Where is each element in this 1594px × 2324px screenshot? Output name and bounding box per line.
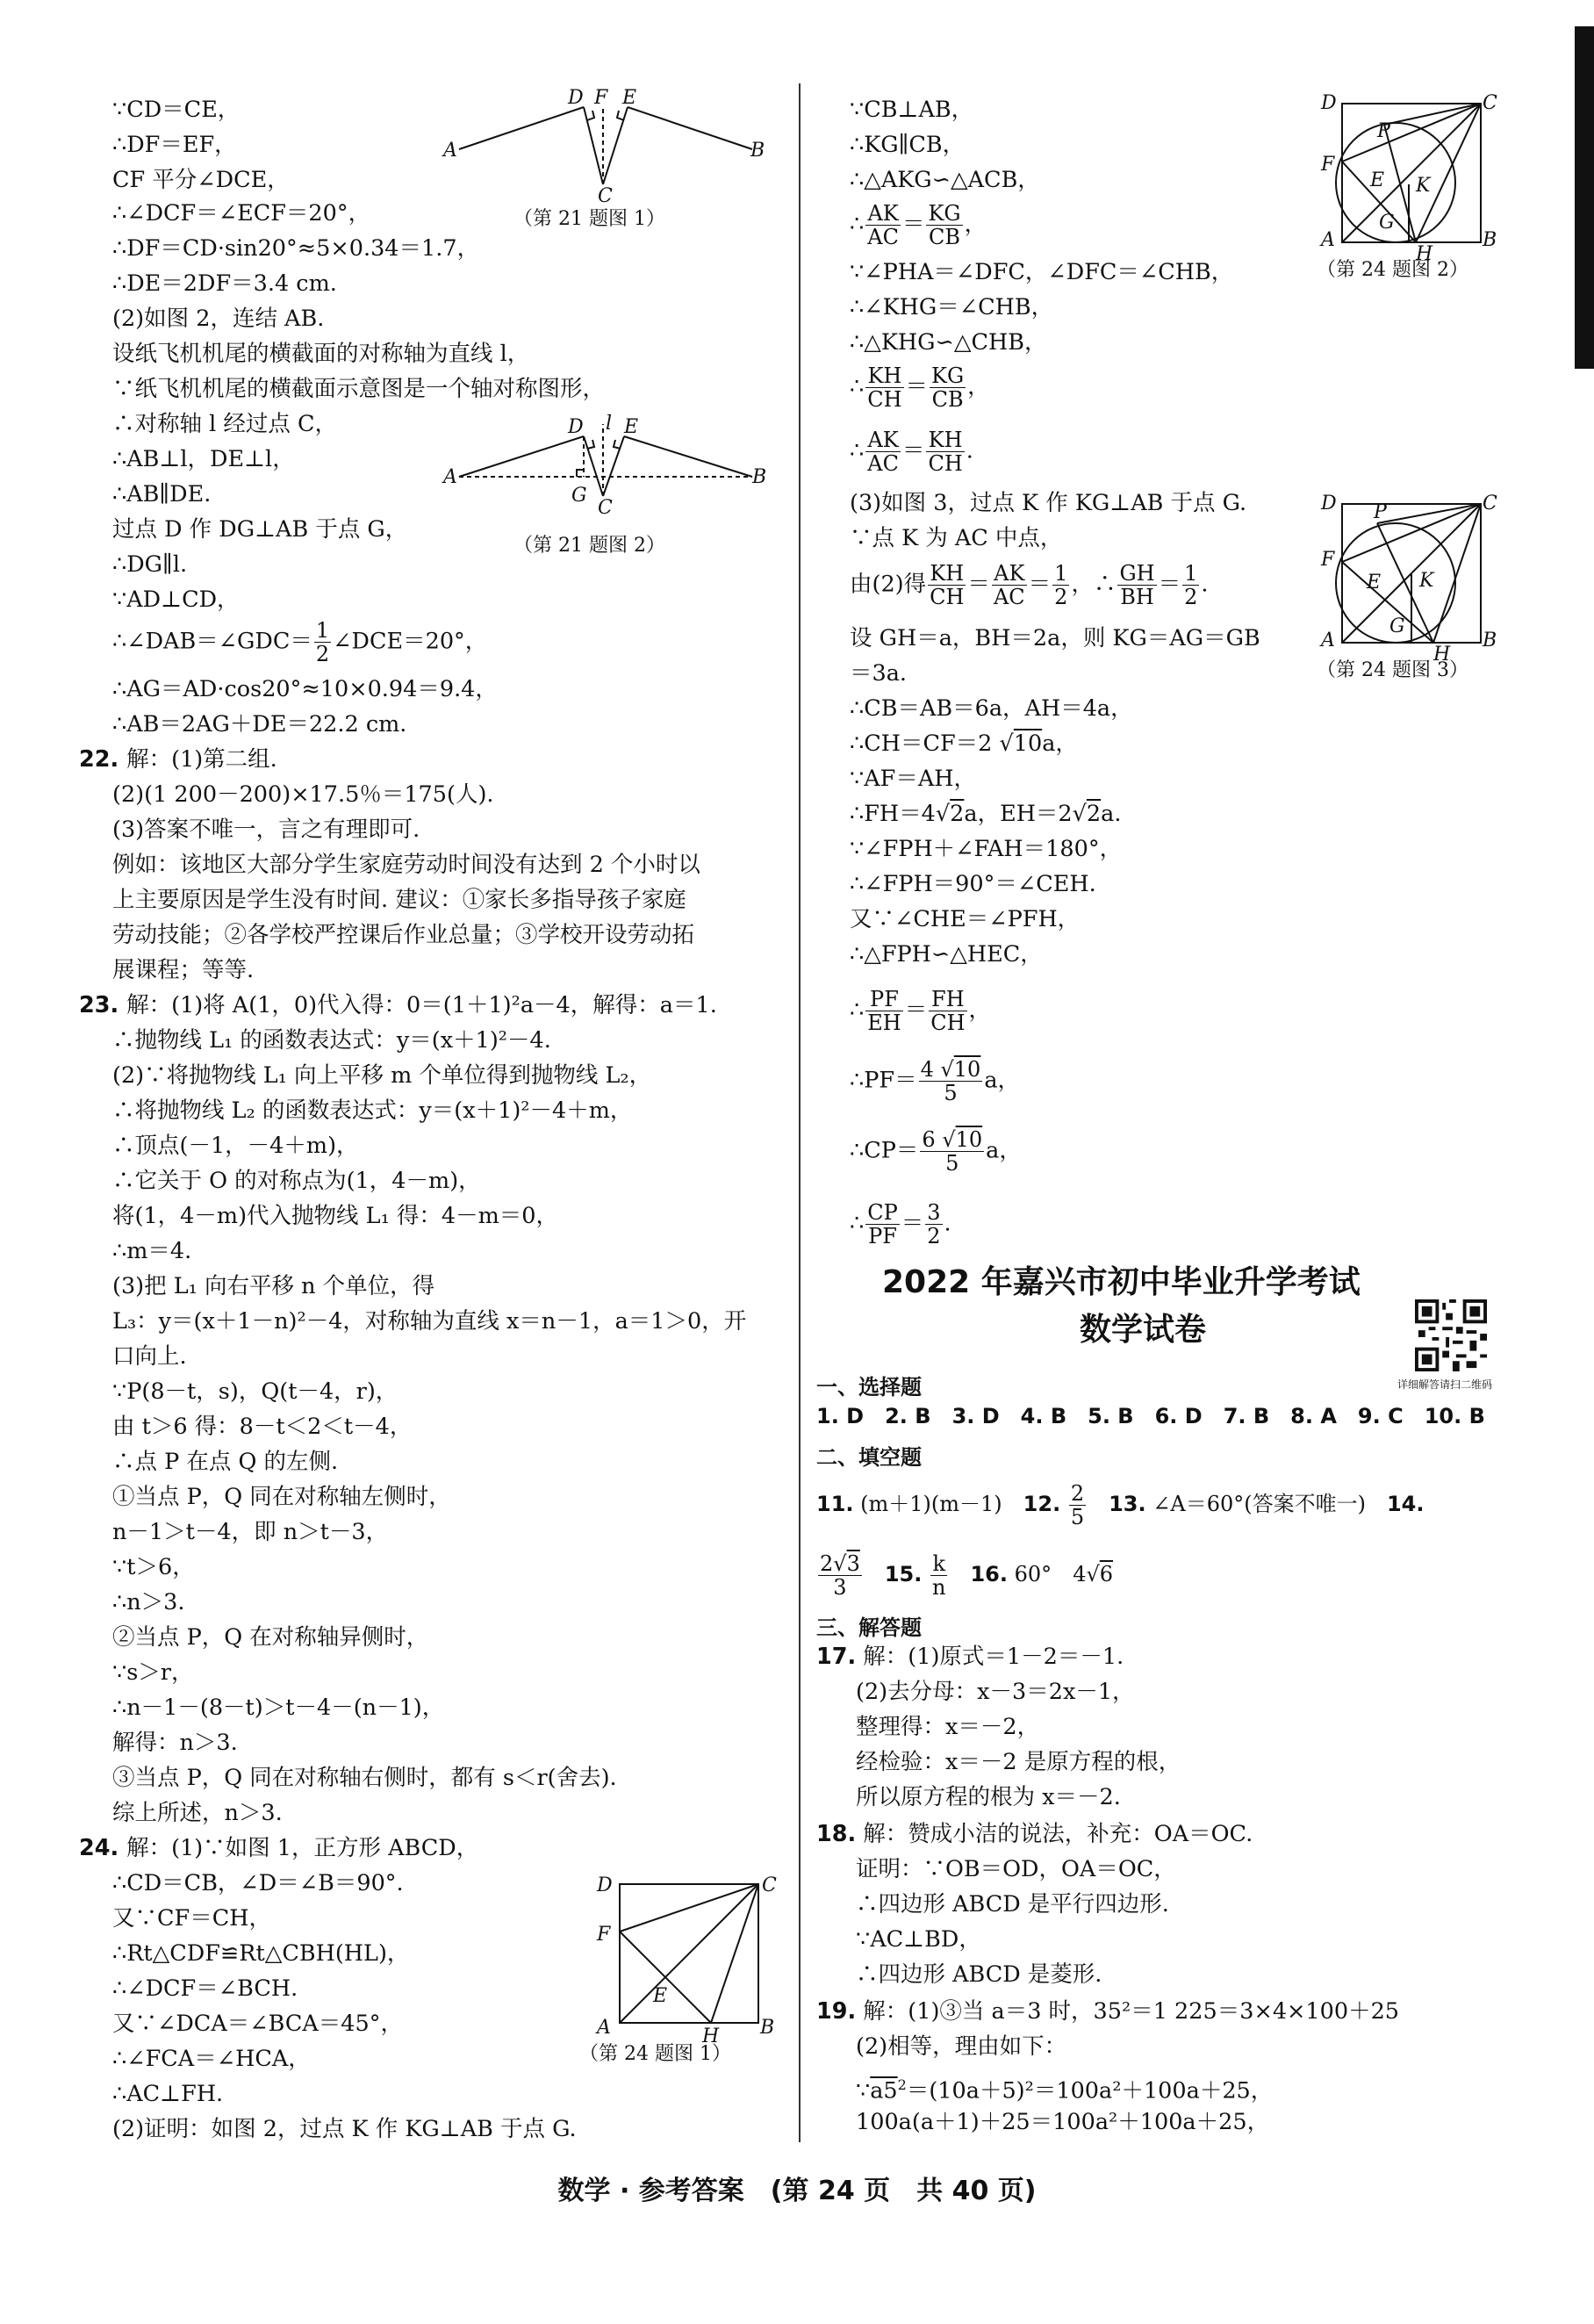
section-heading: 二、填空题 xyxy=(816,1445,922,1470)
text-line: (3)把 L₁ 向右平移 n 个单位，得 xyxy=(112,1273,435,1299)
text-line: 将(1，4－m)代入抛物线 L₁ 得：4－m＝0， xyxy=(112,1203,559,1229)
text-line: (2)∵将抛物线 L₁ 向上平移 m 个单位得到抛物线 L₂， xyxy=(112,1062,652,1089)
text-line: ∴Rt△CDF≌Rt△CBH(HL)， xyxy=(112,1940,410,1967)
text-line: (2)相等，理由如下： xyxy=(856,2033,1067,2060)
text-line: 又∵∠CHE＝∠PFH， xyxy=(850,906,1081,932)
fraction: $\frac{KH}{CH}$ xyxy=(930,561,965,609)
svg-text:A: A xyxy=(1321,630,1335,651)
fraction: $\frac{CP}{PF}$ xyxy=(867,1200,898,1248)
text-line: ∵P(8－t，s)，Q(t－4，r)， xyxy=(112,1378,398,1405)
text-line: 证明：∵OB＝OD，OA＝OC， xyxy=(856,1856,1176,1882)
svg-text:P: P xyxy=(1374,501,1387,523)
svg-text:D: D xyxy=(568,416,584,438)
text-line: ∴CD＝CB，∠D＝∠B＝90°. xyxy=(112,1870,404,1896)
text-line: ①当点 P，Q 同在对称轴左侧时， xyxy=(112,1484,451,1510)
exam-title: 2022 年嘉兴市初中毕业升学考试 xyxy=(882,1264,1361,1300)
text-line: ∴CH＝CF＝2 √10a， xyxy=(850,730,1078,757)
text-line: ∴∠FCA＝∠HCA， xyxy=(112,2046,311,2072)
figure-caption: （第 24 题图 2） xyxy=(1317,259,1468,281)
text-line: ∴AB＝2AG＋DE＝22.2 cm. xyxy=(112,711,407,737)
text-line: ∴点 P 在点 Q 的左侧. xyxy=(112,1449,339,1475)
fraction: $\frac{AK}{AC}$ xyxy=(867,201,899,249)
text-line: ∴n－1－(8－t)＞t－4－(n－1)， xyxy=(112,1694,445,1721)
text-line: ∴顶点(－1，－4＋m)， xyxy=(112,1133,359,1159)
svg-text:F: F xyxy=(594,87,608,109)
svg-text:A: A xyxy=(597,2017,611,2039)
text-line: 22. 解：(1)第二组. xyxy=(79,746,277,773)
fraction: $\frac{1}{2}$ xyxy=(1184,561,1198,609)
svg-text:B: B xyxy=(760,2017,775,2039)
text-line: ③当点 P，Q 同在对称轴右侧时，都有 s＜r(舍去). xyxy=(112,1765,617,1791)
text-line: 口向上. xyxy=(112,1343,187,1370)
text-line: 解得：n＞3. xyxy=(112,1730,238,1756)
text-line: ∴ $\frac{KH}{CH}$ ＝ $\frac{KG}{CB}$ ， xyxy=(850,363,990,412)
fraction: $\frac{FH}{CH}$ xyxy=(930,987,966,1035)
svg-text:C: C xyxy=(598,497,613,519)
svg-text:C: C xyxy=(1483,92,1497,114)
section-heading: 三、解答题 xyxy=(816,1615,922,1640)
text-line: ∴对称轴 l 经过点 C， xyxy=(112,411,337,437)
text-line: ∵点 K 为 AC 中点， xyxy=(850,525,1063,551)
text-line: n－1＞t－4，即 n＞t－3， xyxy=(112,1519,389,1545)
svg-text:F: F xyxy=(1321,154,1335,176)
text-line: ∴AG＝AD·cos20°≈10×0.94＝9.4， xyxy=(112,676,498,702)
svg-text:D: D xyxy=(568,87,584,109)
text-line: (2)(1 200－200)×17.5％＝175(人). xyxy=(112,781,494,808)
text-line: ∴DE＝2DF＝3.4 cm. xyxy=(112,270,337,297)
figure-24-3 xyxy=(1321,492,1505,666)
text-line: ∴四边形 ABCD 是菱形. xyxy=(856,1961,1102,1988)
svg-text:F: F xyxy=(597,1924,611,1946)
text-line: ∵∠PHA＝∠DFC，∠DFC＝∠CHB， xyxy=(850,259,1234,285)
text-line: ∴PF＝ $\frac{4 √10}{5}$ a， xyxy=(850,1057,1021,1105)
fraction: $\frac{3}{2}$ xyxy=(927,1200,941,1248)
svg-text:E: E xyxy=(1370,169,1385,191)
svg-text:G: G xyxy=(571,485,587,507)
fraction: $\frac{4 √10}{5}$ xyxy=(920,1057,981,1105)
column-divider xyxy=(799,83,801,2142)
text-line: ∴△KHG∽△CHB， xyxy=(850,329,1047,356)
text-line: ∵CB⊥AB， xyxy=(850,97,974,123)
text-line: 19. 解：(1)③当 a＝3 时，35²＝1 225＝3×4×100＋25 xyxy=(816,1998,1400,2025)
qr-code-icon[interactable] xyxy=(1415,1299,1487,1371)
text-line: ＝3a. xyxy=(850,660,908,687)
svg-text:G: G xyxy=(1389,615,1405,637)
text-line: 设 GH＝a，BH＝2a，则 KG＝AG＝GB xyxy=(850,625,1260,651)
svg-text:D: D xyxy=(1321,493,1337,514)
text-line: 18. 解：赞成小洁的说法，补充：OA＝OC. xyxy=(816,1821,1253,1847)
text-line: 由(2)得 $\frac{KH}{CH}$ ＝ $\frac{AK}{AC}$ ＝ $\frac{1}{2}$ ，∴ $\frac{GH}{BH}$ ＝ $\frac{1}{2}$ . xyxy=(850,561,1209,609)
text-line: ∴ $\frac{AK}{AC}$ ＝ $\frac{KH}{CH}$ . xyxy=(850,428,973,476)
fill-answers-line1: 11. (m＋1)(m－1) 12. $\frac{2}{5}$ 13. ∠A＝60°(答案不唯一) 14. xyxy=(816,1481,1425,1529)
figure-caption: （第 21 题图 1） xyxy=(513,208,665,230)
text-line: ∴它关于 O 的对称点为(1，4－m)， xyxy=(112,1168,481,1194)
text-line: ∴抛物线 L₁ 的函数表达式：y＝(x＋1)²－4. xyxy=(112,1027,551,1054)
text-line: 整理得：x＝－2， xyxy=(856,1714,1040,1740)
text-line: 由 t＞6 得：8－t＜2＜t－4， xyxy=(112,1414,413,1440)
text-line: 展课程；等等. xyxy=(112,957,255,983)
text-line: ∴CB＝AB＝6a，AH＝4a， xyxy=(850,695,1133,722)
text-line: ∴ $\frac{CP}{PF}$ ＝ $\frac{3}{2}$ . xyxy=(850,1200,951,1248)
figure-caption: （第 24 题图 3） xyxy=(1317,659,1468,681)
svg-text:H: H xyxy=(702,2025,720,2047)
text-line: 过点 D 作 DG⊥AB 于点 G， xyxy=(112,516,408,543)
text-line: ∴∠DAB＝∠GDC＝ $\frac{1}{2}$ ∠DCE＝20°， xyxy=(112,618,488,666)
text-line: ∵CD＝CE， xyxy=(112,97,241,123)
text-line: $\because a5^2=(10a+5)^2=100a^2+100a+25$， xyxy=(856,2076,1274,2105)
text-line: ∴KG∥CB， xyxy=(850,132,966,158)
text-line: (2)去分母：x－3＝2x－1， xyxy=(856,1679,1135,1705)
text-line: ∴四边形 ABCD 是平行四边形. xyxy=(856,1891,1169,1917)
svg-text:l: l xyxy=(606,413,613,435)
text-line: 综上所述，n＞3. xyxy=(112,1800,283,1826)
text-line: ∴FH＝4√2a，EH＝2√2a. xyxy=(850,801,1122,827)
svg-text:K: K xyxy=(1419,570,1434,592)
fraction: $\frac{PF}{EH}$ xyxy=(867,987,901,1035)
svg-text:B: B xyxy=(1483,630,1497,651)
svg-text:K: K xyxy=(1416,175,1431,197)
text-line: ∴∠KHG＝∠CHB， xyxy=(850,294,1054,320)
text-line: ∴ $\frac{PF}{EH}$ ＝ $\frac{FH}{CH}$ ， xyxy=(850,987,992,1035)
text-line: ∵AF＝AH， xyxy=(850,766,976,792)
figure-24-1 xyxy=(588,1870,777,2047)
svg-text:B: B xyxy=(752,466,767,488)
svg-text:C: C xyxy=(598,185,613,207)
svg-text:E: E xyxy=(1367,572,1382,594)
figure-21-2 xyxy=(443,413,777,531)
text-line: ∵AC⊥BD， xyxy=(856,1926,981,1953)
text-line: ∴∠DCF＝∠ECF＝20°， xyxy=(112,200,371,227)
fill-answers-line2: $\frac{2√3}{3}$ 15. $\frac{k}{n}$ 16. 60° 4√6 xyxy=(820,1551,1114,1600)
svg-text:A: A xyxy=(443,466,457,488)
text-line: ∴∠FPH＝90°＝∠CEH. xyxy=(850,871,1096,897)
text-line: ∴DF＝EF， xyxy=(112,132,237,158)
text-line: ∴m＝4. xyxy=(112,1238,192,1264)
exam-subtitle: 数学试卷 xyxy=(1080,1312,1207,1348)
svg-text:G: G xyxy=(1379,212,1395,234)
svg-text:E: E xyxy=(653,1985,668,2007)
fraction: $\frac{KG}{CB}$ xyxy=(928,201,961,249)
text-line: (3)如图 3，过点 K 作 KG⊥AB 于点 G. xyxy=(850,490,1247,516)
svg-text:P: P xyxy=(1377,120,1390,142)
fraction: $\frac{KH}{CH}$ xyxy=(867,363,902,412)
text-line: ∵纸飞机机尾的横截面示意图是一个轴对称图形， xyxy=(112,376,606,402)
text-line: 经检验：x＝－2 是原方程的根， xyxy=(856,1749,1181,1775)
svg-text:A: A xyxy=(443,140,457,162)
scan-edge xyxy=(1575,26,1594,369)
fraction: $\frac{2√3}{3}$ xyxy=(820,1551,860,1600)
text-line: L₃：y＝(x＋1－n)²－4，对称轴为直线 x＝n－1，a＝1＞0，开 xyxy=(112,1308,747,1335)
svg-text:E: E xyxy=(622,87,637,109)
figure-caption: （第 24 题图 1） xyxy=(579,2043,731,2065)
svg-text:H: H xyxy=(1433,644,1451,666)
text-line: 又∵∠DCA＝∠BCA＝45°， xyxy=(112,2011,403,2037)
text-line: 又∵CF＝CH， xyxy=(112,1905,271,1932)
fraction: $\frac{2}{5}$ xyxy=(1070,1481,1085,1529)
fraction: $\frac{1}{2}$ xyxy=(1054,561,1068,609)
section-heading: 一、选择题 xyxy=(816,1375,922,1399)
text-line: 17. 解：(1)原式＝1－2＝－1. xyxy=(816,1644,1124,1670)
svg-text:C: C xyxy=(762,1874,777,1896)
figure-21-1 xyxy=(443,87,777,207)
fraction: $\frac{AK}{AC}$ xyxy=(993,561,1025,609)
text-line: 上主要原因是学生没有时间. 建议：①家长多指导孩子家庭 xyxy=(112,887,686,913)
text-line: (2)证明：如图 2，过点 K 作 KG⊥AB 于点 G. xyxy=(112,2116,577,2142)
text-line: ∵∠FPH＋∠FAH＝180°， xyxy=(850,836,1123,862)
fraction: $\frac{KH}{CH}$ xyxy=(928,428,963,476)
text-line: ∴AC⊥FH. xyxy=(112,2081,224,2107)
svg-text:H: H xyxy=(1416,243,1433,265)
text-line: 24. 解：(1)∵如图 1，正方形 ABCD， xyxy=(79,1835,479,1861)
text-line: ∴DG∥l. xyxy=(112,551,188,578)
text-line: ∵t＞6， xyxy=(112,1554,195,1580)
svg-text:D: D xyxy=(1321,92,1337,114)
text-line: (3)答案不唯一，言之有理即可. xyxy=(112,817,420,843)
text-line: ∴将抛物线 L₂ 的函数表达式：y＝(x＋1)²－4＋m， xyxy=(112,1097,633,1124)
text-line: ∴n＞3. xyxy=(112,1589,185,1615)
page-footer: 数学 · 参考答案 (第 24 页 共 40 页) xyxy=(557,2176,1037,2206)
text-line: ∴AB∥DE. xyxy=(112,481,212,507)
fraction: $\frac{1}{2}$ xyxy=(315,618,330,666)
svg-text:B: B xyxy=(1483,229,1497,251)
text-line: ∴AB⊥l，DE⊥l， xyxy=(112,446,295,472)
text-line: ∴ $\frac{AK}{AC}$ ＝ $\frac{KG}{CB}$ ， xyxy=(850,201,987,249)
text-line: CF 平分∠DCE， xyxy=(112,167,290,193)
text-line: ∴∠DCF＝∠BCH. xyxy=(112,1975,298,2002)
text-line: ∴△AKG∽△ACB， xyxy=(850,167,1040,193)
svg-text:C: C xyxy=(1483,493,1497,514)
text-line: 23. 解：(1)将 A(1，0)代入得：0＝(1＋1)²a－4，解得：a＝1. xyxy=(79,992,717,1018)
fraction: $\frac{6 √10}{5}$ xyxy=(922,1127,983,1176)
text-line: ∴△FPH∽△HEC， xyxy=(850,941,1043,968)
text-line: ∴DF＝CD·sin20°≈5×0.34＝1.7， xyxy=(112,235,480,262)
fraction: $\frac{GH}{BH}$ xyxy=(1119,561,1155,609)
svg-text:E: E xyxy=(624,416,639,438)
svg-text:D: D xyxy=(597,1874,613,1896)
text-line: ②当点 P，Q 在对称轴异侧时， xyxy=(112,1624,429,1651)
text-line: 设纸飞机机尾的横截面的对称轴为直线 l， xyxy=(112,341,530,367)
qr-caption: 详细解答请扫二维码 xyxy=(1397,1378,1493,1391)
text-line: ∵s＞r， xyxy=(112,1659,194,1686)
fraction: $\frac{KG}{CB}$ xyxy=(931,363,965,412)
text-line: ∴CP＝ $\frac{6 √10}{5}$ a， xyxy=(850,1127,1022,1176)
text-line: ∵AD⊥CD， xyxy=(112,586,240,613)
svg-text:F: F xyxy=(1321,549,1335,571)
text-line: (2)如图 2，连结 AB. xyxy=(112,306,325,332)
text-line: 例如：该地区大部分学生家庭劳动时间没有达到 2 个小时以 xyxy=(112,852,700,878)
fraction: $\frac{AK}{AC}$ xyxy=(867,428,899,476)
text-line: 100a(a＋1)＋25＝100a²＋100a＋25， xyxy=(856,2109,1270,2135)
svg-text:B: B xyxy=(750,140,765,162)
figure-24-2 xyxy=(1321,88,1505,265)
text-line: 劳动技能；②各学校严控课后作业总量；③学校开设劳动拓 xyxy=(112,922,695,948)
choice-answers: 1. D 2. B 3. D 4. B 5. B 6. D 7. B 8. A 9. C 10. B xyxy=(816,1404,1485,1428)
figure-caption: （第 21 题图 2） xyxy=(513,535,665,557)
svg-text:A: A xyxy=(1321,229,1335,251)
text-line: 所以原方程的根为 x＝－2. xyxy=(856,1784,1121,1810)
fraction: $\frac{k}{n}$ xyxy=(932,1551,946,1600)
